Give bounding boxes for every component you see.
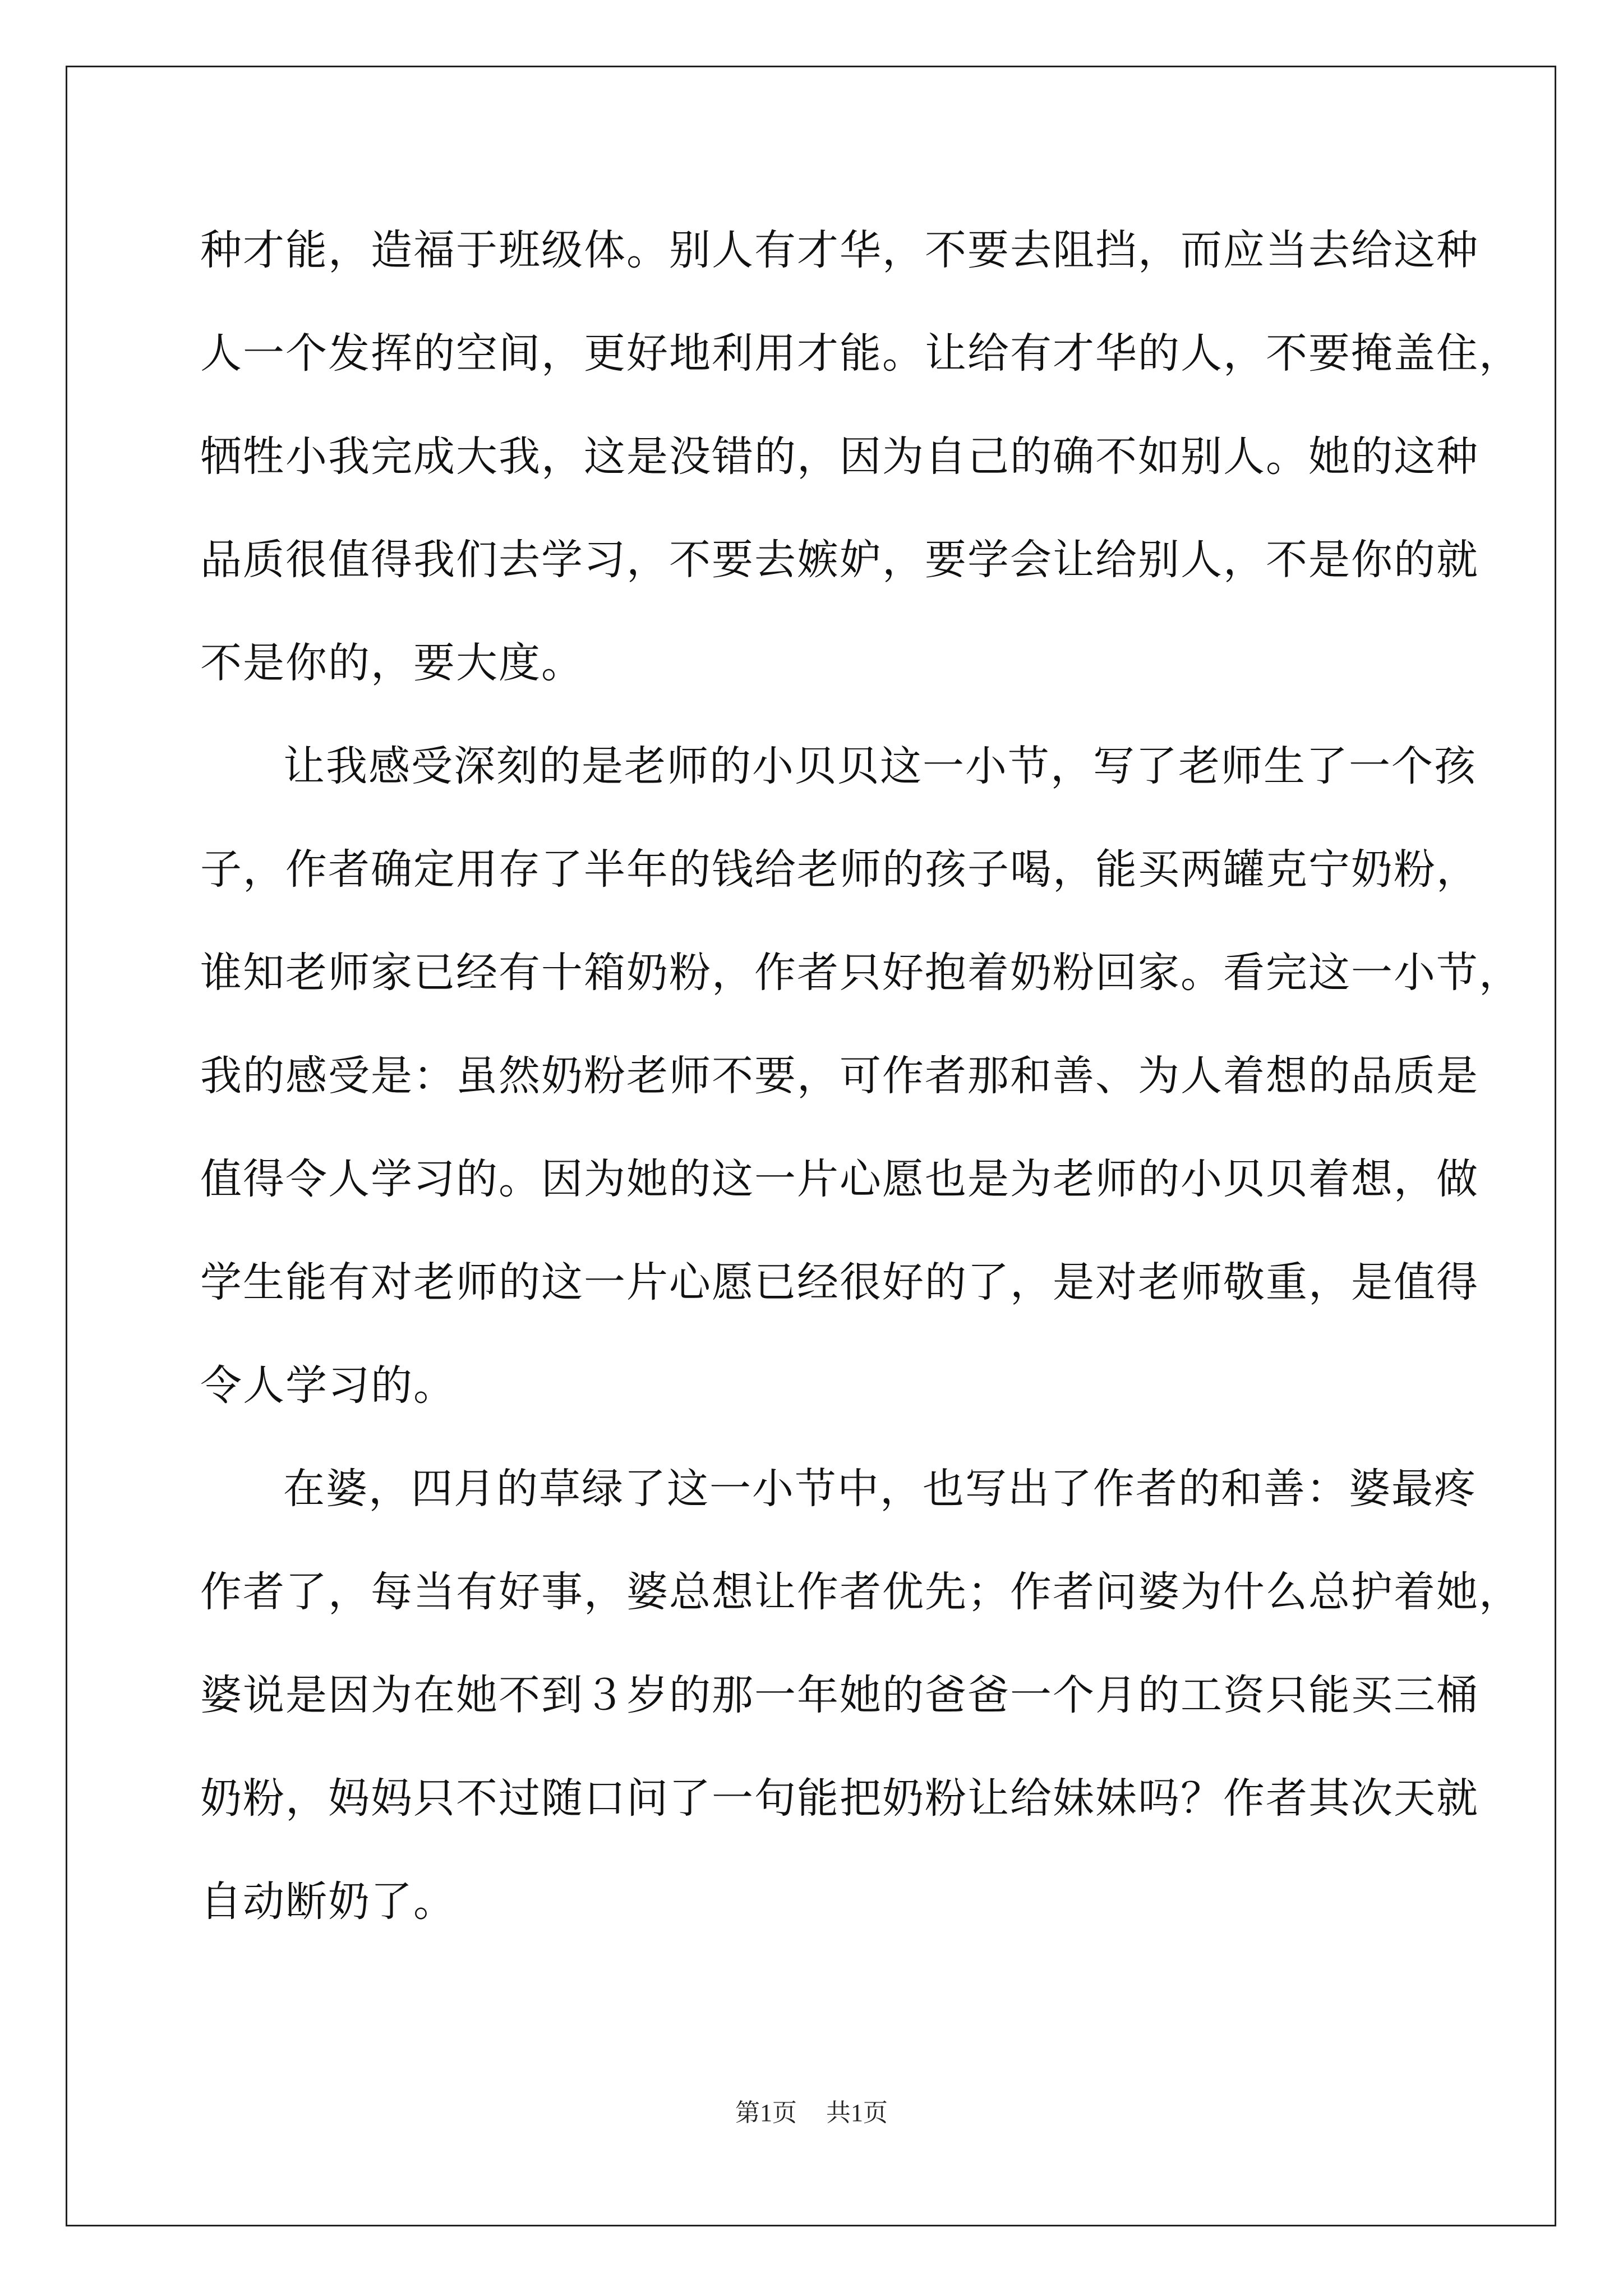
text-line: 品质很值得我们去学习，不要去嫉妒，要学会让给别人，不是你的就 (200, 536, 1479, 584)
text-line: 作者了，每当有好事，婆总想让作者优先；作者问婆为什么总护着她， (200, 1568, 1521, 1616)
text-line: 婆说是因为在她不到３岁的那一年她的爸爸一个月的工资只能买三桶 (200, 1671, 1479, 1719)
text-line: 谁知老师家已经有十箱奶粉，作者只好抱着奶粉回家。看完这一小节， (200, 949, 1521, 997)
text-line: 奶粉，妈妈只不过随口问了一句能把奶粉让给妹妹吗？作者其次天就 (200, 1774, 1479, 1823)
paragraph-start-line: 让我感受深刻的是老师的小贝贝这一小节，写了老师生了一个孩 (283, 742, 1477, 790)
text-line: 值得令人学习的。因为她的这一片心愿也是为老师的小贝贝着想，做 (200, 1155, 1479, 1203)
text-line: 不是你的，要大度。 (200, 639, 584, 687)
paragraph-start-line: 在婆，四月的草绿了这一小节中，也写出了作者的和善：婆最疼 (283, 1465, 1477, 1513)
text-line: 自动断奶了。 (200, 1878, 456, 1926)
text-line: 人一个发挥的空间，更好地利用才能。让给有才华的人，不要掩盖住， (200, 329, 1521, 378)
text-line: 我的感受是：虽然奶粉老师不要，可作者那和善、为人着想的品质是 (200, 1052, 1479, 1100)
page-number: 第1页 (735, 2099, 797, 2127)
page-footer (0, 2092, 1623, 2128)
text-line: 子，作者确定用存了半年的钱给老师的孩子喝，能买两罐克宁奶粉， (200, 845, 1479, 894)
text-line: 种才能，造福于班级体。别人有才华，不要去阻挡，而应当去给这种 (200, 226, 1479, 274)
text-line: 牺牲小我完成大我，这是没错的，因为自己的确不如别人。她的这种 (200, 432, 1479, 481)
page-total: 共1页 (826, 2099, 888, 2127)
text-line: 令人学习的。 (200, 1361, 456, 1410)
text-line: 学生能有对老师的这一片心愿已经很好的了，是对老师敬重，是值得 (200, 1258, 1479, 1306)
